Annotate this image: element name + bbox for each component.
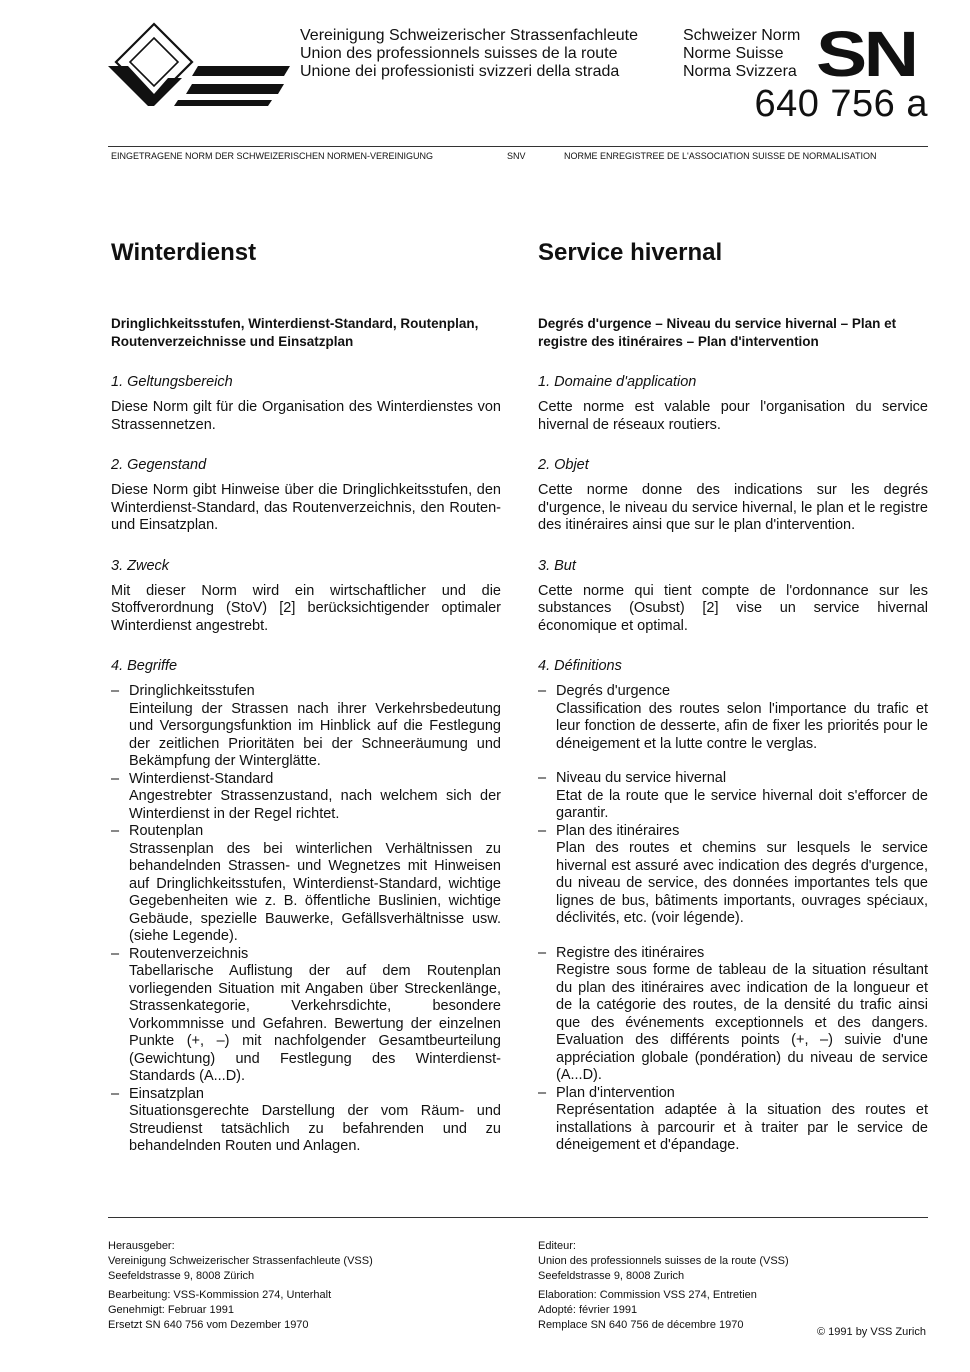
term-item [538,770,928,823]
document-number: 640 756 a [754,83,928,125]
publisher-label: Herausgeber: [108,1240,175,1252]
title-de: Winterdienst [111,239,257,266]
term-name: – Plan des itinéraires [556,822,680,839]
vss-logo [108,22,290,106]
norm-type-de: Schweizer Norm [683,27,801,44]
publisher-label: Editeur: [538,1240,576,1252]
term-item [538,683,928,753]
term-definition: Registre sous forme de tableau de la situation résultant du plan des itinéraires avec indication de la longueur et de la catégorie des routes, de la densité du trafic ainsi que des événements exceptionnels et des dangers. Evaluation des différents points (+, –) suivie d'une appréciation globale (pondération) du niveau de service (A...D). [556,962,928,1083]
section-heading: 3. But [538,557,576,574]
org-name-fr: Union des professionnels suisses de la route [300,45,618,62]
term-name: – Degrés d'urgence [556,683,671,699]
registered-de: EINGETRAGENE NORM DER SCHWEIZERISCHEN NORMEN-VEREINIGUNG [111,151,434,161]
term-item [111,1086,501,1156]
term-name: – Winterdienst-Standard [129,770,274,787]
subtitle-de: Dringlichkeitsstufen, Winterdienst-Standard, Routenplan, Routenverzeichnisse und Einsatzplan [111,316,479,349]
sn-mark: SN [816,18,916,90]
norm-type [683,27,800,81]
prepared-by: Bearbeitung: VSS-Kommission 274, Unterhalt [108,1289,332,1301]
term-name: – Routenplan [129,823,204,839]
term-name: – Routenverzeichnis [129,945,249,962]
section-text: Diese Norm gibt Hinweise über die Dringlichkeitsstufen, den Winterdienst-Standard, das Routenverzeichnis, den Routen- und Einsatzplan. [111,482,501,533]
term-item [538,823,928,928]
norm-type-fr: Norme Suisse [683,45,784,62]
term-definition: Plan des routes et chemins sur lesquels le service hivernal est assuré avec indication des degrés d'urgence, du niveau de service, des données importantes tels que lignes de bus, bâtiments importants, ouvrages spéciaux, déclivités, etc. (voir légende). [556,840,928,926]
registered-fr: NORME ENREGISTREE DE L'ASSOCIATION SUISSE DE NORMALISATION [564,151,877,161]
german-column [111,230,501,1156]
org-name-it: Unione dei professionisti svizzeri della strada [300,63,620,80]
section-text: Mit dieser Norm wird ein wirtschaftlicher und die Stoffverordnung (StoV) [2] berücksichtigender optimaler Winterdienst angestrebt. [111,582,501,634]
copyright: © 1991 by VSS Zurich [817,1326,926,1338]
section-heading: 1. Domaine d'application [538,374,697,390]
term-name: – Einsatzplan [129,1085,204,1102]
norm-type-it: Norma Svizzera [683,63,797,80]
term-item [111,771,501,824]
terms-list-fr [538,683,928,1155]
term-item [538,945,928,1085]
term-name: – Plan d'intervention [556,1084,675,1101]
section-heading: 4. Begriffe [111,658,178,674]
publisher-name: Union des professionnels suisses de la route (VSS) [538,1255,789,1267]
section-heading: 3. Zweck [111,557,170,574]
footer-rule [108,1217,928,1218]
term-name: – Niveau du service hivernal [556,770,727,786]
section-heading: 1. Geltungsbereich [111,374,233,390]
subtitle-fr: Degrés d'urgence – Niveau du service hivernal – Plan et registre des itinéraires – Plan d'intervention [538,316,897,349]
section-heading: 2. Objet [538,457,589,473]
publisher-info-fr [538,1239,958,1333]
french-column [538,230,928,1155]
term-definition: Représentation adaptée à la situation des routes et installations à parcourir et à traiter par le service de déneigement et d'épandage. [556,1102,928,1153]
section-text: Cette norme est valable pour l'organisation du service hivernal de réseaux routiers. [538,399,928,433]
section-text: Diese Norm gilt für die Organisation des Winterdienstes von Strassennetzen. [111,399,501,433]
term-name: – Dringlichkeitsstufen [129,683,255,699]
title-fr: Service hivernal [538,239,723,266]
replaces-note: Ersetzt SN 640 756 vom Dezember 1970 [108,1319,309,1331]
approval-date: Genehmigt: Februar 1991 [108,1304,234,1316]
publisher-info-de [108,1239,528,1333]
term-definition: Einteilung der Strassen nach ihrer Verkehrsbedeutung und Versorgungsfunktion im Hinblick auf die Festlegung der zeitlichen Prioritäten bei der Schneeräumung und Bekämpfung der Winterglätte. [129,700,501,769]
term-definition: Situationsgerechte Darstellung der vom Räum- und Streudienst tatsächlich zu befahrenden und zu behandelnden Routen und Anlagen. [129,1103,501,1154]
replaces-note: Remplace SN 640 756 de décembre 1970 [538,1319,744,1331]
publisher-address: Seefeldstrasse 9, 8008 Zurich [538,1270,685,1282]
prepared-by: Elaboration: Commission VSS 274, Entretien [538,1289,757,1301]
term-definition: Tabellarische Auflistung der auf dem Routenplan vorliegenden Situation mit Angaben über Streckenlänge, Strassenkategorie, Verkehrsdichte, besondere Vorkommnisse und Gefahren. Bewertung der einzelnen Punkte (+, –) mit nachfolgender Gesamtbeurteilung (Gewichtung) und Festlegung des Winterdienst-Standards (A...D). [129,963,501,1084]
registered-abbr: SNV [507,151,526,161]
term-item [111,823,501,946]
section-heading: 2. Gegenstand [111,457,207,473]
section-text: Cette norme qui tient compte de l'ordonnance sur les substances (Osubst) [2] vise un service hivernal économique et optimal. [538,582,928,634]
section-heading: 4. Définitions [538,658,622,674]
section-text: Cette norme donne des indications sur les degrés d'urgence, le niveau du service hivernal, le plan et le registre des itinéraires ainsi que sur le plan d'intervention. [538,482,928,533]
term-item [111,946,501,1086]
org-name-de: Vereinigung Schweizerischer Strassenfachleute [300,27,638,44]
term-definition: Strassenplan des bei winterlichen Verhältnissen zu behandelnden Strassen- und Wegnetzes mit Hinweisen auf Dringlichkeitsstufen, Winterdienst-Standard, wichtige Gegebenheiten wie z. B. öffentliche Buslinien, wichtige Gebäude, spezielle Bauwerke, Gefällsverhältnisse usw. (siehe Legende). [129,840,501,944]
term-definition: Etat de la route que le service hivernal doit s'efforcer de garantir. [556,787,928,821]
term-item [538,1085,928,1155]
term-definition: Angestrebter Strassenzustand, nach welchem sich der Winterdienst in der Regel richtet. [129,788,501,822]
terms-list-de [111,683,501,1156]
organization-names [300,27,638,81]
approval-date: Adopté: février 1991 [538,1304,638,1316]
term-name: – Registre des itinéraires [556,944,705,961]
publisher-name: Vereinigung Schweizerischer Strassenfachleute (VSS) [108,1255,373,1267]
term-item [111,683,501,771]
term-definition: Classification des routes selon l'importance du trafic et leur fonction de desserte, afin de fixer les priorités pour le déneigement et la lutte contre le verglas. [556,700,928,752]
header-rule [108,146,928,147]
publisher-address: Seefeldstrasse 9, 8008 Zürich [108,1270,255,1282]
